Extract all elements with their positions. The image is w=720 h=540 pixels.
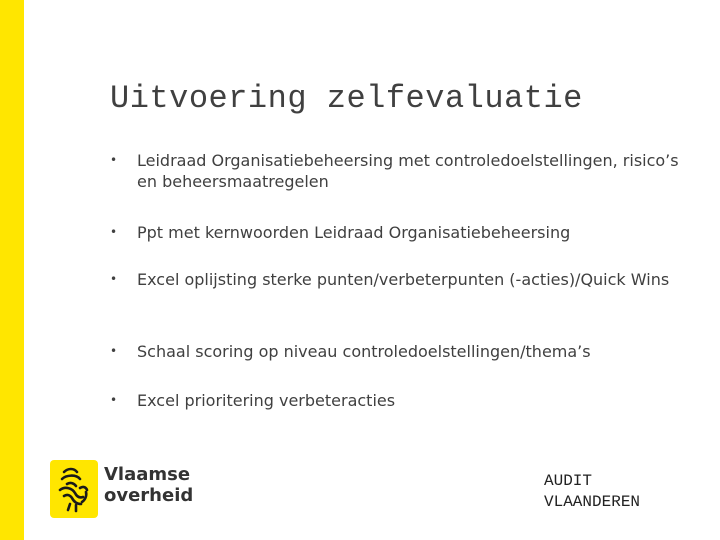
bullet-dot: • (110, 153, 118, 167)
bullet-text: Excel oplijsting sterke punten/verbeterpunten (-acties)/Quick Wins (137, 270, 670, 289)
bullet-text: Leidraad Organisatiebeheersing met controledoelstellingen, risico’s en beheersmaatregelen (137, 151, 679, 191)
bullet-item (110, 390, 680, 411)
logo-wordmark (104, 464, 193, 506)
bullet-text: Schaal scoring op niveau controledoelstellingen/thema’s (137, 342, 591, 361)
vlaamse-overheid-logo (50, 460, 200, 518)
bullet-dot: • (110, 272, 118, 286)
bullet-item (110, 269, 680, 290)
slide-title: Uitvoering zelfevaluatie (110, 80, 583, 117)
bullet-item (110, 341, 680, 362)
audit-line-1: AUDIT (544, 472, 593, 490)
bullet-dot: • (110, 344, 118, 358)
bullet-dot: • (110, 225, 118, 239)
bullet-dot: • (110, 393, 118, 407)
logo-line-2: overheid (104, 485, 194, 506)
accent-bar (0, 0, 24, 540)
logo-line-1: Vlaamse (104, 464, 191, 485)
bullet-item (110, 150, 680, 192)
audit-vlaanderen-label (544, 471, 640, 513)
flemish-lion-icon (50, 460, 98, 518)
bullet-text: Ppt met kernwoorden Leidraad Organisatiebeheersing (137, 223, 571, 242)
audit-line-2: VLAANDEREN (544, 493, 641, 511)
bullet-item (110, 222, 680, 243)
bullet-text: Excel prioritering verbeteracties (137, 391, 396, 410)
